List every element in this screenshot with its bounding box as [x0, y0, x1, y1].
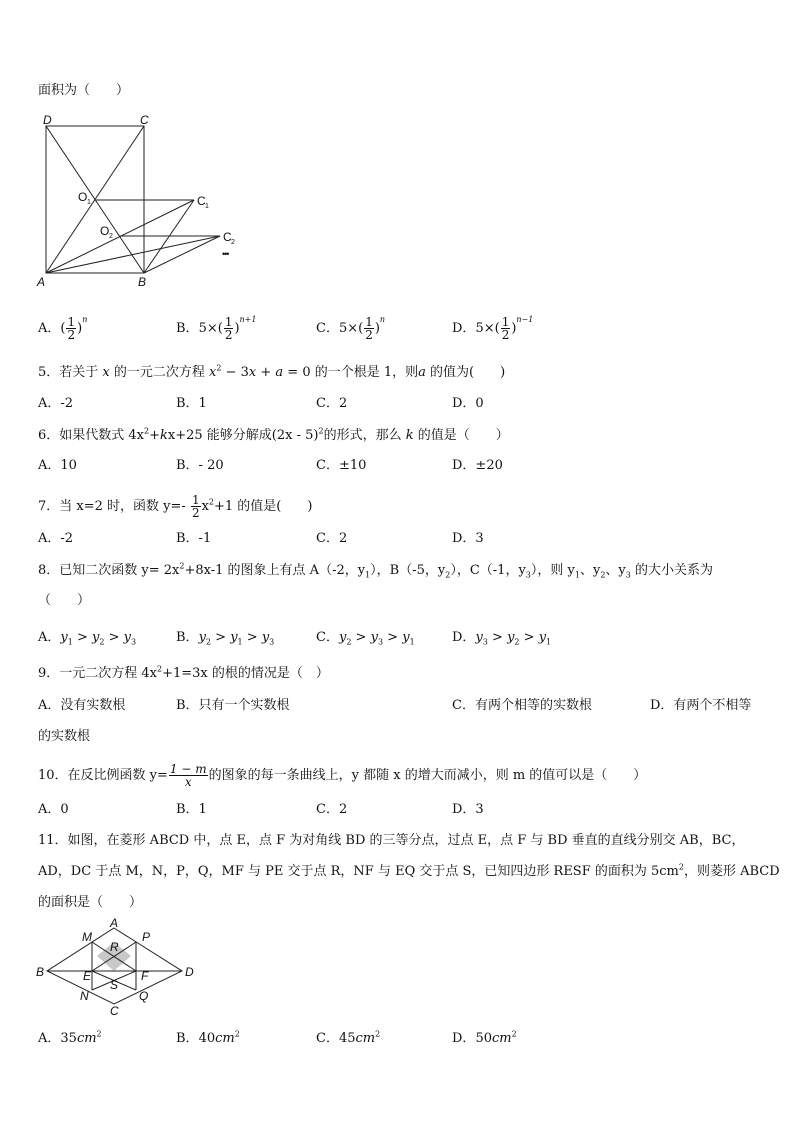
fig11-label-M: M	[82, 930, 92, 944]
fig11-label-D: D	[185, 965, 194, 979]
q8-option-d[interactable]: D．$y_3 > y_2 > y_1$	[452, 630, 552, 647]
q11-figure	[30, 918, 205, 1018]
q10-stem: 10．在反比例函数 y= $\frac{1 - m}{x}$ 的图象的每一条曲线上，y 都随 x 的增大而减小，则 m 的值可以是（ ）	[38, 762, 647, 789]
svg-text:1: 1	[205, 203, 209, 210]
q6-option-a[interactable]: A．10	[38, 458, 77, 473]
q9-option-c[interactable]: C．有两个相等的实数根	[452, 698, 592, 713]
q6-option-d[interactable]: D．±20	[452, 458, 503, 473]
q11-option-b[interactable]: B．$40cm^2$	[176, 1029, 240, 1046]
q11-option-a[interactable]: A．$35cm^2$	[38, 1029, 102, 1046]
fig4-label-A: A	[37, 275, 46, 289]
fig4-label-D: D	[43, 113, 52, 127]
q4-figure	[30, 108, 250, 293]
fig11-label-F: F	[141, 969, 149, 983]
fig4-label-B: B	[138, 275, 147, 289]
fig4-label-O2: O	[100, 224, 110, 238]
q8-option-a[interactable]: A．$y_1 > y_2 > y_3$	[38, 630, 137, 647]
q5-stem: 5．若关于 x 的一元二次方程 $x^2 - 3x + a = 0$ 的一个根是 1，则a 的值为( )	[38, 363, 506, 380]
q5-option-a[interactable]: A．-2	[38, 396, 74, 411]
fig4-dots: •••	[222, 249, 229, 259]
q4-option-d[interactable]: D．5×( $\frac{1}{2}$ )$^{n-1}$	[452, 315, 534, 342]
q4-stem-tail: 面积为（ ）	[38, 83, 130, 98]
q6-option-c[interactable]: C．±10	[316, 458, 367, 473]
q8-option-c[interactable]: C．$y_2 > y_3 > y_1$	[316, 630, 415, 647]
q8-stem-line2: （ ）	[38, 593, 91, 608]
q10-option-d[interactable]: D．3	[452, 802, 484, 817]
q7-stem: 7．当 x=2 时，函数 y=- $\frac{1}{2}$ $x^2+1$ 的值是( )	[38, 493, 313, 520]
q6-option-b[interactable]: B．- 20	[176, 458, 224, 473]
q9-option-a[interactable]: A．没有实数根	[38, 698, 126, 713]
fig4-label-C2: C	[223, 230, 232, 244]
fig11-label-E: E	[83, 969, 92, 983]
fig4-label-C: C	[140, 113, 149, 127]
q4-option-b[interactable]: B．5×( $\frac{1}{2}$ )$^{n+1}$	[176, 315, 257, 342]
q4-option-a[interactable]: A．( $\frac{1}{2}$ )$^n$	[38, 315, 88, 342]
q7-option-c[interactable]: C．2	[316, 531, 348, 546]
q5-option-b[interactable]: B．1	[176, 396, 207, 411]
q7-option-a[interactable]: A．-2	[38, 531, 74, 546]
q4-option-c[interactable]: C．5×( $\frac{1}{2}$ )$^n$	[316, 315, 386, 342]
fig11-label-Q: Q	[139, 989, 149, 1003]
fig4-label-O1: O	[78, 190, 88, 204]
q7-option-d[interactable]: D．3	[452, 531, 484, 546]
q9-option-d-cont: 的实数根	[38, 729, 91, 744]
svg-text:2: 2	[109, 233, 113, 240]
q10-option-a[interactable]: A．0	[38, 802, 69, 817]
q6-stem: 6．如果代数式 $4x^2+kx+25$ 能够分解成(2x - 5)$^2$的形式，那么 k 的值是（ ）	[38, 426, 509, 443]
q8-option-b[interactable]: B．$y_2 > y_1 > y_3$	[176, 630, 275, 647]
q9-stem: 9．一元二次方程 $4x^2+1=3x$ 的根的情况是（ ）	[38, 664, 329, 681]
q9-option-b[interactable]: B．只有一个实数根	[176, 698, 290, 713]
svg-text:1: 1	[87, 199, 91, 206]
q11-stem-line1: 11．如图，在菱形 ABCD 中，点 E，点 F 为对角线 BD 的三等分点，过点 E，点 F 与 BD 垂直的直线分别交 AB，BC，	[38, 833, 745, 848]
q9-option-d[interactable]: D．有两个不相等	[650, 698, 752, 713]
fig11-label-N: N	[80, 989, 89, 1003]
q5-option-d[interactable]: D．0	[452, 396, 484, 411]
svg-text:2: 2	[231, 239, 235, 246]
q7-option-b[interactable]: B．-1	[176, 531, 212, 546]
fig11-label-S: S	[110, 978, 119, 992]
fig11-label-R: R	[110, 940, 119, 954]
q8-stem: 8．已知二次函数 $y= 2x^2+8x-1$ 的图象上有点 A（-2，$y_1$），B（-5，$y_2$），C（-1，$y_3$），则 $y_1$、$y_2$、$y_3$ 的大小关系为	[38, 561, 714, 580]
q5-option-c[interactable]: C．2	[316, 396, 348, 411]
fig4-label-C1: C	[197, 194, 206, 208]
q10-option-b[interactable]: B．1	[176, 802, 207, 817]
fig11-label-B: B	[36, 965, 45, 979]
q11-option-c[interactable]: C．$45cm^2$	[316, 1029, 381, 1046]
q11-stem-line2: AD，DC 于点 M，N，P，Q，MF 与 PE 交于点 R，NF 与 EQ 交于点 S，已知四边形 RESF 的面积为 $5cm^2$，则菱形 ABCD	[38, 862, 780, 879]
fig11-label-A: A	[110, 918, 119, 930]
fig11-label-P: P	[142, 930, 151, 944]
q11-option-d[interactable]: D．$50cm^2$	[452, 1029, 517, 1046]
fig11-label-C: C	[110, 1004, 119, 1018]
q11-stem-line3: 的面积是（ ）	[38, 895, 143, 910]
q10-option-c[interactable]: C．2	[316, 802, 348, 817]
